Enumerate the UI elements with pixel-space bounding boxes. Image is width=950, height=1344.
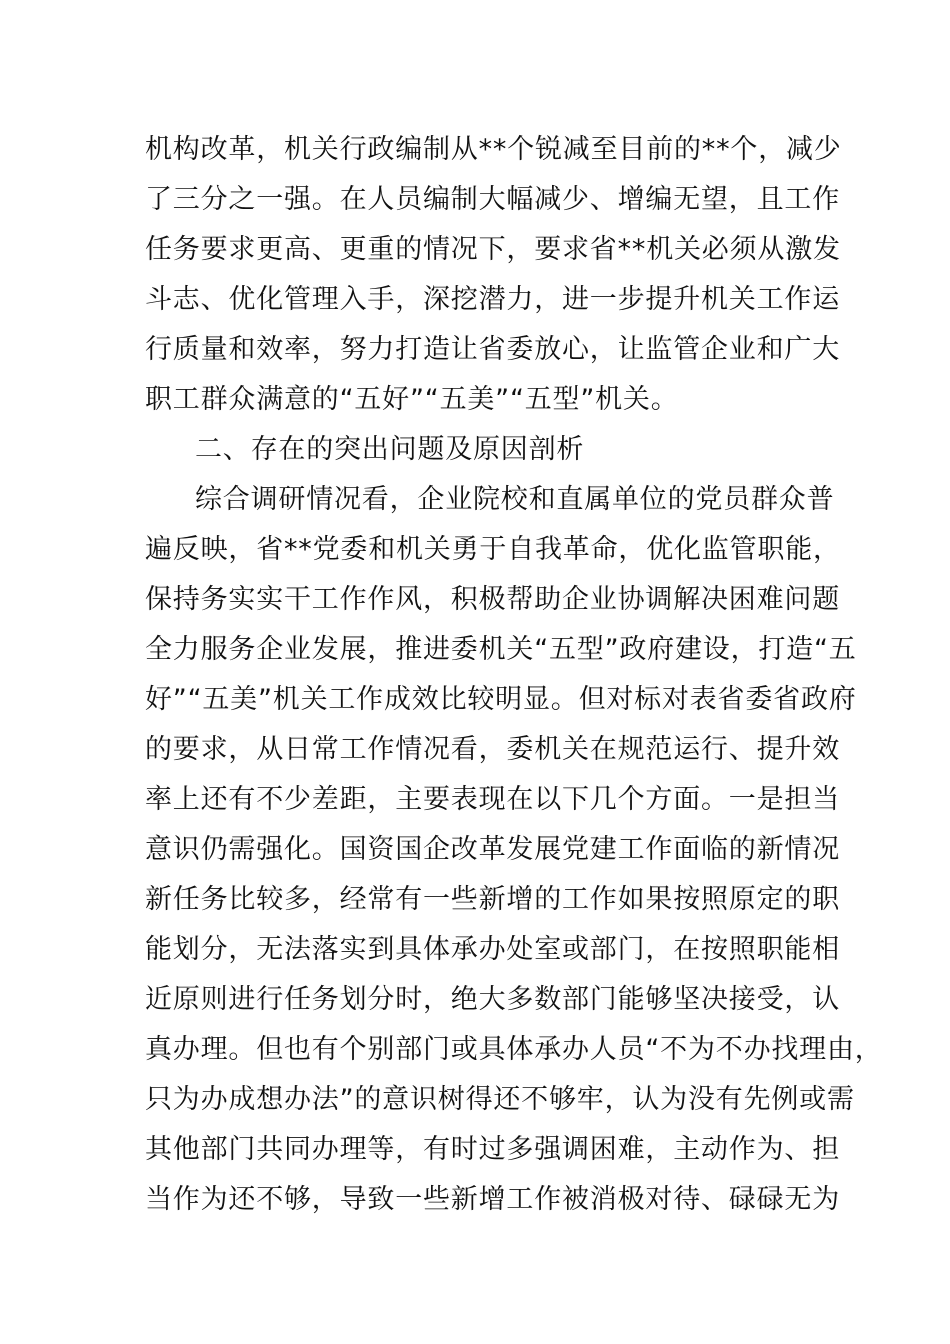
text-line: 真办理。但也有个别部门或具体承办人员“不为不办找理由， <box>145 1034 883 1065</box>
text-line: 能划分，无法落实到具体承办处室或部门，在按照职能相 <box>145 934 840 965</box>
text-line: 新任务比较多，经常有一些新增的工作如果按照原定的职 <box>145 884 840 915</box>
text-line: 其他部门共同办理等，有时过多强调困难，主动作为、担 <box>145 1134 840 1165</box>
text-line: 遍反映，省**党委和机关勇于自我革命，优化监管职能， <box>145 534 841 565</box>
text-line: 全力服务企业发展，推进委机关“五型”政府建设，打造“五 <box>145 634 857 665</box>
text-line: 机构改革，机关行政编制从**个锐减至目前的**个，减少 <box>145 134 842 165</box>
text-line: 的要求，从日常工作情况看，委机关在规范运行、提升效 <box>145 734 840 765</box>
text-line: 行质量和效率，努力打造让省委放心，让监管企业和广大 <box>145 334 840 365</box>
text-line: 只为办成想办法”的意识树得还不够牢，认为没有先例或需 <box>145 1084 855 1115</box>
text-line: 职工群众满意的“五好”“五美”“五型”机关。 <box>145 384 679 415</box>
text-line: 斗志、优化管理入手，深挖潜力，进一步提升机关工作运 <box>145 284 840 315</box>
text-line: 率上还有不少差距，主要表现在以下几个方面。一是担当 <box>145 784 840 815</box>
text-line: 意识仍需强化。国资国企改革发展党建工作面临的新情况 <box>145 834 840 865</box>
text-line: 近原则进行任务划分时，绝大多数部门能够坚决接受，认 <box>145 984 840 1015</box>
section-heading: 二、存在的突出问题及原因剖析 <box>195 434 585 465</box>
text-line: 好”“五美”机关工作成效比较明显。但对标对表省委省政府 <box>145 684 857 715</box>
text-line: 保持务实实干工作作风，积极帮助企业协调解决困难问题 <box>145 584 840 615</box>
paragraph-first-line: 综合调研情况看，企业院校和直属单位的党员群众普 <box>195 484 835 515</box>
text-line: 任务要求更高、更重的情况下，要求省**机关必须从激发 <box>145 234 841 265</box>
text-line: 了三分之一强。在人员编制大幅减少、增编无望，且工作 <box>145 184 840 215</box>
text-line: 当作为还不够，导致一些新增工作被消极对待、碌碌无为 <box>145 1184 840 1215</box>
